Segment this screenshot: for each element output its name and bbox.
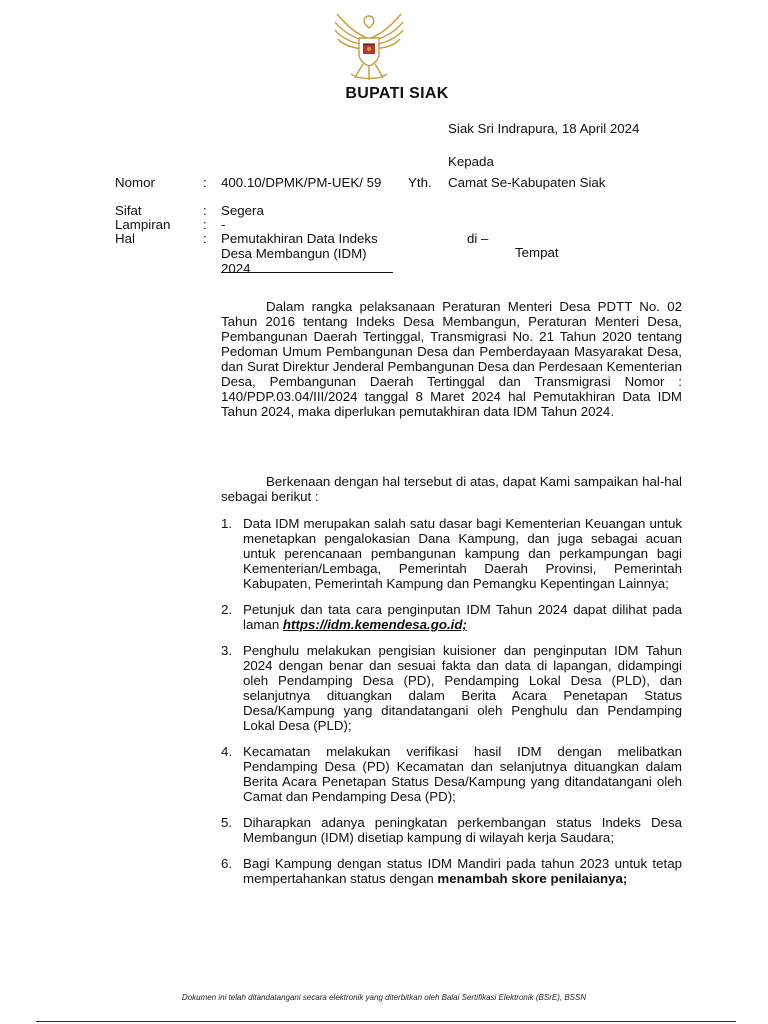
list-number: 6.: [221, 856, 233, 871]
list-number: 3.: [221, 643, 233, 658]
list-text-bold: menambah skore penilaianya;: [437, 871, 628, 886]
list-text: Diharapkan adanya peningkatan perkembangan status Indeks Desa Membangun (IDM) disetiap kampung di wilayah kerja Saudara;: [243, 815, 682, 845]
lampiran-label: Lampiran: [115, 217, 171, 232]
footer-divider: [36, 1021, 736, 1022]
letter-date: Siak Sri Indrapura, 18 April 2024: [448, 121, 640, 136]
list-text: Bagi Kampung dengan status IDM Mandiri pada tahun 2023 untuk tetap mempertahankan status dengan: [243, 856, 682, 886]
list-text: Penghulu melakukan pengisian kuisioner dan penginputan IDM Tahun 2024 dengan benar dan sesuai fakta dan data di lapangan, didampingi oleh Pendamping Desa (PD), Pendamping Lokal Desa (PLD), dan selanjutnya dituangkan dalam Berita Acara Penetapan Status Desa/Kampung yang ditandatangani oleh Penghulu dan Pendamping Lokal Desa (PLD);: [243, 643, 682, 733]
sifat-label: Sifat: [115, 203, 142, 218]
list-number: 1.: [221, 516, 233, 531]
list-text: Data IDM merupakan salah satu dasar bagi Kementerian Keuangan untuk menetapkan pengalokasian Dana Kampung, dan juga sebagai acuan untuk perencanaan pembangunan kampung dan perkampungan bagi Kementerian/Lembaga, Pemerintah Daerah Provinsi, Pemerintah Kabupaten, Pemerintah Kampung dan Pemangku Kepentingan Lainnya;: [243, 516, 682, 591]
nomor-label: Nomor: [115, 175, 155, 190]
list-number: 4.: [221, 744, 233, 759]
list-item: [221, 602, 682, 632]
lampiran-colon: :: [203, 217, 207, 232]
garuda-emblem-icon: [329, 8, 409, 84]
sifat-colon: :: [203, 203, 207, 218]
list-item: [221, 516, 682, 591]
body-paragraph-2: Berkenaan dengan hal tersebut di atas, dapat Kami sampaikan hal-hal sebagai berikut :: [221, 474, 682, 504]
list-item: [221, 856, 682, 886]
list-number: 5.: [221, 815, 233, 830]
lampiran-value: -: [221, 217, 226, 232]
footer-note: Dokumen ini telah ditandatangani secara elektronik yang diterbitkan oleh Balai Sertifikasi Elektronik (BSrE), BSSN: [181, 993, 587, 1002]
hal-value: Pemutakhiran Data Indeks Desa Membangun (IDM) 2024: [221, 231, 378, 276]
tempat-label: Tempat: [515, 245, 559, 260]
nomor-colon: :: [203, 175, 207, 190]
di-label: di –: [467, 231, 489, 246]
hal-label: Hal: [115, 231, 135, 246]
idm-website-link[interactable]: https://idm.kemendesa.go.id;: [282, 617, 467, 632]
nomor-value: 400.10/DPMK/PM-UEK/ 59: [221, 175, 382, 190]
hal-underline: [221, 272, 393, 273]
hal-colon: :: [203, 231, 207, 246]
list-number: 2.: [221, 602, 233, 617]
list-text: Kecamatan melakukan verifikasi hasil IDM dengan melibatkan Pendamping Desa (PD) Kecamatan dan selanjutnya dituangkan dalam Berita Acara Penetapan Status Desa/Kampung yang ditandatangani oleh Camat dan Pendamping Desa (PD);: [243, 744, 682, 804]
list-text: Petunjuk dan tata cara penginputan IDM Tahun 2024 dapat dilihat pada laman: [243, 602, 682, 632]
sifat-value: Segera: [221, 203, 264, 218]
kepada-label: Kepada: [448, 154, 494, 169]
letterhead-title: BUPATI SIAK: [345, 85, 449, 102]
list-item: [221, 643, 682, 733]
yth-label: Yth.: [408, 175, 432, 190]
list-item: [221, 815, 682, 845]
recipient: Camat Se-Kabupaten Siak: [448, 175, 606, 190]
list-item: [221, 744, 682, 804]
points-list: [221, 516, 682, 897]
body-paragraph-1: Dalam rangka pelaksanaan Peraturan Menteri Desa PDTT No. 02 Tahun 2016 tentang Indeks Desa Membangun, Peraturan Menteri Desa, Pembangunan Daerah Tertinggal, Transmigrasi No. 21 Tahun 2020 tentang Pedoman Umum Pembangunan Desa dan Pemberdayaan Masyarakat Desa, dan Surat Direktur Jenderal Pembangunan Desa dan Perdesaan Kementerian Desa, Pembangunan Daerah Tertinggal dan Transmigrasi Nomor : 140/PDP.03.04/III/2024 tanggal 8 Maret 2024 hal Pemutakhiran Data IDM Tahun 2024, maka diperlukan pemutakhiran data IDM Tahun 2024.: [221, 299, 682, 419]
